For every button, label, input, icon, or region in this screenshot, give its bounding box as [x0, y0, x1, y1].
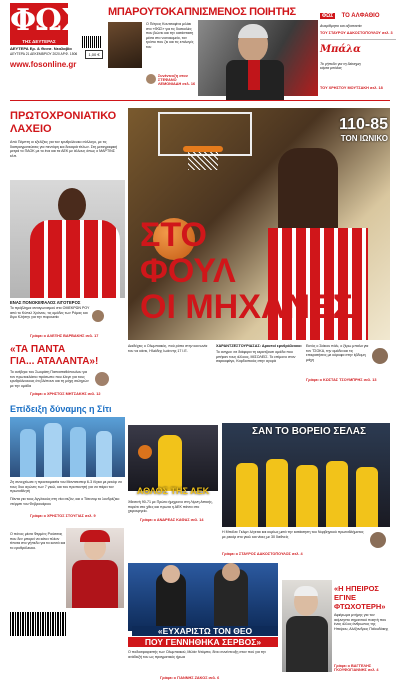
- epideixi-title: Επίδειξη δύναμης η Σίτι: [10, 404, 112, 414]
- masthead-logo: ΦΩΣ: [10, 3, 82, 38]
- right-block1-tag: ΦΩΣ: [322, 13, 334, 19]
- website[interactable]: www.fosonline.gr: [10, 60, 77, 69]
- aek-player: [158, 435, 182, 491]
- edition-info: ΔΕΥΤΕΡΑ Ερ. & Θεσσ. Νεαλαβία: [10, 46, 72, 51]
- thanks-title-line1: «ΕΥΧΑΡΙΣΤΩ ΤΟΝ ΘΕΟ: [132, 626, 278, 636]
- basket-score: 110-85: [339, 116, 388, 133]
- right-column: [320, 4, 396, 104]
- basket-col1: Διαδέχεις ο Ολυμπιακός, πού ρόπο στην κοινωνία του να κάνει, Ηλιάδης Ιωάννης 17 Ι.Ε.: [128, 344, 208, 353]
- lady-hat: [80, 530, 110, 542]
- basket-title-line3: ΟΙ ΜΗΧΑΝΕΣ: [140, 288, 354, 326]
- epideixi-byline: Γράφει ο ΧΡΗΣΤΟΣ ΣΤΟΥΓΙΑΣ σελ. 9: [30, 514, 96, 518]
- north-team-1: [236, 463, 258, 527]
- basket-col2: Το ανιγμα: σε διάφορα τη κερατζουσι ομάδα που μπήκαν τους άλλους, ΜΙΣΟΛΕΙΣ. Το επίμονο στον σαρκοφάγο, Καρδιοποιός στην αγορά: [216, 350, 296, 364]
- basket-col2-title: ΧΑΡΑΝΤΖΕΣΤΟΥΡΙΑΣΑΣ: Αρκετοί ερυθρόλευκοι: [216, 344, 302, 348]
- olympiacos-byline: Γράφει ο ΑΛΕΞΗΣ ΒΑΡΒΑΚΗΣ σελ. 17: [30, 334, 99, 338]
- olympiacos-player-photo: [10, 180, 125, 298]
- poet-hair: [238, 24, 268, 38]
- olympiacos-photo-text: Το πρόβλημα ανταγωνισμού στο ΟΜΕΚΡΩΝ ΡΟΥ από το Κύπελ Χρόνου, τις ομάδες των Ρόμας και Άγιο Κλήσην για την παρουσία: [10, 306, 90, 320]
- top-story-title: ΜΠΑΡΟΥΤΟΚΑΠΝΙΣΜΕΝΟΣ ΠΟΙΗΤΗΣ: [108, 6, 296, 18]
- north-team-4: [326, 461, 348, 527]
- right-block1-text: Αναρίθμητοι και αξιοπιστία: [320, 24, 362, 28]
- lady-photo: [66, 528, 124, 608]
- epirus-byline: Γράφει ο ΒΑΓΓΕΛΗΣ ΓΚΟΥΦΟΓΙΑΝΝΗΣ σελ. 4: [334, 664, 379, 672]
- player-shirt: [30, 220, 120, 298]
- basket-col3: Εκτός ο Σιάκου πάλι, ο ξέρω μπαλα για τον ΤΣΟΚΑ, την ομάδα και τις επικρατήσεις με κόρυφα στην έβδομη μάχη: [306, 344, 369, 362]
- epirus-title-line3: ΦΤΩΧΟΤΕΡΗ»: [334, 602, 386, 611]
- basket-title-line1: ΣΤΟ: [140, 216, 208, 254]
- epirus-text: Αφιέρωμα μνήμης για τον αείμνηστο σημαντικό ποιητή που ένας άλλος άνθρωπος της Ηπείρου, Αλέξανδρος Παϊουδάκης: [334, 613, 389, 631]
- epirus-photo: [282, 580, 332, 672]
- lady-coat: [72, 560, 118, 608]
- basket-byline: Γράφει ο ΚΩΣΤΑΣ ΤΣΟΥΜΠΡΗΣ σελ. 13: [306, 378, 377, 382]
- thanks-text: Ο ποδοσφαιριστής των Ολυμπιακού, Μιλάν Ντόμπα, δίνει συνέντευξη στον πού για την ανάδειξή του ως πραγματικός ήρωα: [128, 650, 267, 659]
- hoop-net: [188, 152, 218, 170]
- north-byline: Γράφει ο ΣΤΑΥΡΟΣ ΔΑΚΟΣΤΟΠΟΥΛΟΣ σελ. 4: [222, 552, 303, 556]
- thanks-photo: [128, 563, 278, 631]
- top-story-byline-avatar: [146, 74, 156, 84]
- basket-title-line2: ΦΟΥΛ: [140, 252, 236, 290]
- thanks-byline: Γράφει ο ΓΙΑΝΝΗΣ ΖΑΚΟΣ σελ. 6: [160, 676, 220, 680]
- quote-title-line2: ΓΙΑ... ΑΤΑΛΑΝΤΑ»!: [10, 356, 99, 367]
- right-block1-byline: ΤΟΥ ΣΤΑΥΡΟΥ ΔΑΚΟΣΤΟΠΟΥΛΟΥ σελ. 3: [320, 30, 393, 35]
- poet-scarf: [248, 60, 260, 90]
- bottom-barcode: [10, 612, 66, 636]
- top-story-photo: [198, 20, 318, 96]
- date-line: ΔΕΥΤΕΡΑ 21 ΔΕΚΕΜΒΡΙΟΥ 2020 ΑΡ.Φ. 1506: [10, 52, 78, 56]
- right-block2-byline: ΤΟΥ ΧΡΗΣΤΟΥ ΜΟΥΤΣΑΚΗ σελ. 18: [320, 85, 383, 90]
- aek-byline: Γράφει ο ΑΝΔΡΕΑΣ ΚΑΦΑΣ σελ. 14: [140, 518, 204, 522]
- north-team-3: [296, 465, 318, 527]
- north-team-5: [356, 467, 378, 527]
- aek-text: Χθεσινή 90-71 με Πρώτο ήμιχρονο στη Λίμνη Αττικής, παρότι στο χθες και πρωτα η ΑΕΚ πάντα στο χειρουργείο.: [128, 500, 213, 514]
- olympiacos-title-line1: ΠΡΩΤΟΧΡΟΝΙΑΤΙΚΟ: [10, 110, 117, 122]
- north-team-2: [266, 459, 288, 527]
- mpala-text: Το γήπεδο για τη διάσημη κάρτα μπάλας: [320, 61, 361, 71]
- city-player-4: [96, 431, 112, 477]
- thanks-man-1-head: [162, 565, 180, 583]
- aek-photo: [128, 425, 218, 491]
- right-divider: [320, 39, 396, 40]
- north-photo: [222, 423, 390, 527]
- basket-score-sub: ΤΟΝ ΙΩΝΙΚΟ: [340, 134, 388, 143]
- aek-caption: ΑΘΛΟΣ ΤΗΣ ΑΕΚ: [136, 486, 210, 496]
- city-player-2: [44, 423, 62, 477]
- quote-byline-avatar: [95, 372, 109, 386]
- lady-text: Ο πόνος μέσα Φερμίνς Ρούσσας που δεν μπορεί να κάνει πλέον τίποτα στο γήπεδο για τα κοντά και το ερυθρόλευκο.: [10, 532, 66, 550]
- city-player-3: [70, 427, 86, 477]
- epideixi-text: Ζη συνεχείωσε η προετοιμασία του Μαντσεστερ 6-3 Λίγκα με ρεκόρ να τους δυο αγώνες των 7 γκολ, και του προπονητή για να πάρει τον πρωταθλητή: [10, 480, 122, 494]
- epirus-title-line2: ΕΓΙΝΕ: [334, 593, 357, 602]
- barcode-small: [82, 36, 102, 48]
- thanks-title-line2: ΠΟΥ ΓΕΝΝΗΘΗΚΑ ΣΕΡΒΟΣ»: [128, 637, 278, 647]
- north-byline-avatar: [370, 532, 386, 548]
- top-story-byline: Συνέντευξη στον ΣΤΕΦΑΝΟ ΛΕΜΟΝΙΑΔΗ σελ. 16: [158, 74, 196, 86]
- olympiacos-title-line2: ΛΑΧΕΙΟ: [10, 123, 52, 135]
- city-player-1: [20, 429, 36, 477]
- masthead-logo-box: [10, 3, 82, 45]
- quote-title-line1: «ΤΑ ΠΑΝΤΑ: [10, 344, 66, 355]
- top-story-photo-book: [108, 22, 142, 68]
- masthead-subtitle: ΤΗΣ ΔΕΥΤΕΡΑΣ: [22, 39, 56, 44]
- epideixi-photo: [10, 417, 125, 477]
- north-text: Η Μπόλτε Γκλιμτ λέγεται και κυρίως μετά την κατάκτηση του Νορβηγικού πρωταθλήματος με ρεκόρ στο γκολ και νίκες με 30 διεθνείς: [222, 530, 364, 539]
- mpala-logo: Μπάλα: [320, 43, 361, 55]
- epirus-man-body: [286, 616, 328, 672]
- top-story-lead: Ο Πέτρος Κουτσοφίνα μιλάει στο «ΦΩΣ» για τις δυσκολίες που βιώνει και την κατάσταση μέσα στο νοσοκομείο, τον τρόπο που ζει και τις επιλογές του: [146, 22, 194, 49]
- epirus-title-line1: «Η ΗΠΕΙΡΟΣ: [334, 584, 379, 593]
- olympiacos-photo-caption: ΕΝΑΣ ΠΟΝΟΚΕΦΑΛΟΣ ΛΙΓΟΤΕΡΟΣ: [10, 300, 81, 305]
- quote-text: Το ανέβηκε του Σωκράτη Παπασταθόπουλου για τον πρωτοκλάσιο πρόσωπο που έλεγε για τους ερυθρόλευκους ότι βλέπουν και τη μάχη σκληρών με την ομάδα: [10, 370, 89, 388]
- quote-byline: Γράφει ο ΧΡΗΣΤΟΣ ΜΗΤΣΑΚΗΣ σελ. 12: [30, 392, 101, 396]
- olympiacos-byline-avatar: [92, 310, 104, 322]
- olympiacos-text: Από Πέμπτη οι εξελίξεις για τον ερυθρόλευκο σύλλογο, με τις διαπραγματεύσεις για πεντάρη και δεκαριά τίτλων. Στη μεταγραφική μετρά το ΠΑΟΚ με το ένα και τα ΑΕΚ με άλλους όπως ο ΜΑΡΤΙΝΣ κλπ.: [10, 140, 118, 158]
- basket-byline-avatar: [372, 348, 388, 364]
- aek-ball: [138, 445, 152, 459]
- epirus-man-hair: [294, 586, 318, 596]
- section-rule: [10, 100, 390, 101]
- player-head: [58, 188, 86, 222]
- epideixi-text2: Πάντα για τους Αγγλικούς στη νέα σεζόν, και ο Τότεναμ το λονδρέζικο ντέρμπι του Φεβρουάριου: [10, 497, 120, 506]
- right-block1-title: ΤΟ ΑΛΦΑΘΙΟ: [341, 13, 380, 19]
- north-title: ΣΑΝ ΤΟ ΒΟΡΕΙΟ ΣΕΛΑΣ: [252, 426, 366, 437]
- price-box: 1,00 €: [85, 50, 103, 59]
- thanks-man-2-head: [222, 563, 240, 581]
